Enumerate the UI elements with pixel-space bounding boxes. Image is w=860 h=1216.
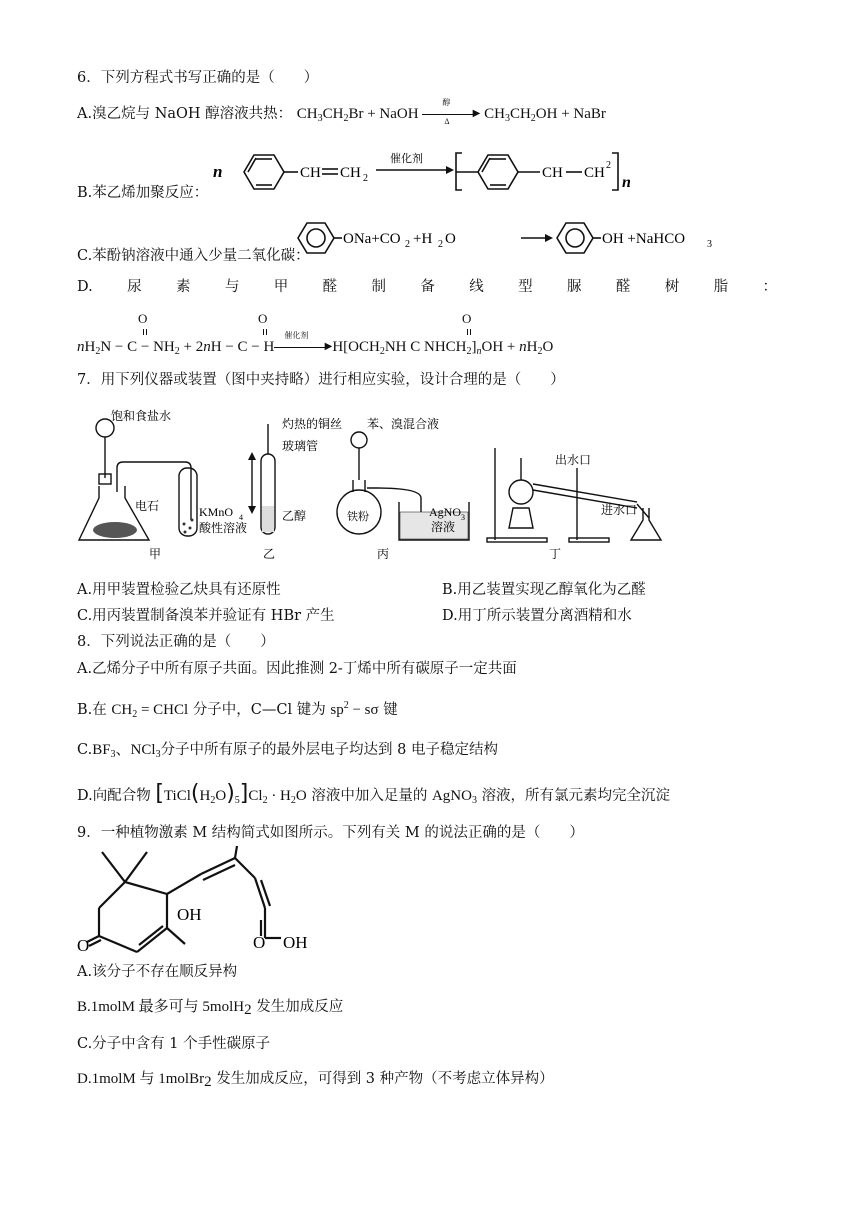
q7-label-yi: 乙 [263,547,276,561]
q6-stem: 6．下列方程式书写正确的是（ ） [77,70,319,86]
q8-option-b[interactable]: B.在 $CH_2$ = CHCl 分子中，C—Cl 键为 $sp^2 - s\sigma$ 键 [77,700,398,720]
q7-label-jia: 甲 [149,547,162,561]
q9-structure-m [77,848,337,958]
q6-b-cond: 催化剂 [390,152,423,165]
q7-label-water-out: 出水口 [555,453,592,467]
svg-text:CH: CH [542,165,563,181]
q8-stem: 8．下列说法正确的是（ ） [77,634,275,650]
svg-text:KMnO: KMnO [199,505,234,519]
q9-struct-ketone-o: O [77,936,90,955]
q6-option-d[interactable]: D. 尿 素 与 甲 醛 制 备 线 型 脲 醛 树 脂 ： [77,279,777,295]
svg-text:溶液: 溶液 [431,520,456,534]
q7-option-c[interactable]: C.用丙装置制备溴苯并验证有 HBr 产生 [77,608,335,624]
q6-b-ch2: CH [340,165,361,181]
q9-option-b[interactable]: B.1molM 最多可与 5molH$_2$ 发生加成反应 [77,999,344,1018]
q7-label-saline: 饱和食盐水 [111,409,172,423]
svg-text:3: 3 [707,239,712,250]
svg-text:2: 2 [363,173,368,184]
q9-struct-carboxyl-oh: OH [283,933,308,952]
q8-option-a[interactable]: A.乙烯分子中所有原子共面。因此推测 2-丁烯中所有碳原子一定共面 [77,661,517,677]
q7-label-ding: 丁 [549,547,562,561]
q6-option-a[interactable] [77,97,606,129]
q7-option-a[interactable]: A.用甲装置检验乙炔具有还原性 [77,582,281,598]
svg-text:AgNO: AgNO [429,505,461,519]
q7-label-carbide: 电石 [135,499,160,513]
q6-a-label: A.溴乙烷与 NaOH 醇溶液共热： [77,106,293,122]
svg-text:3: 3 [461,513,465,522]
q9-option-d[interactable]: D.1molM 与 1molBr$_2$ 发生加成反应，可得到 3 种产物（不考虑立体异构） [77,1071,554,1090]
q6-c-equation [295,212,735,262]
q9-struct-oh: OH [177,905,202,924]
svg-text:n: n [622,174,631,191]
q6-d-equation: $nH_2N - C - NH_2 + 2nH - C - H$ ▶ 催化剂 $H[OCH_2NH$ C $NHCH_2]_nOH + nH_2O$ [77,330,554,357]
q9-option-a[interactable]: A.该分子不存在顺反异构 [77,964,238,980]
q7-label-benz-br: 苯、溴混合液 [367,417,440,431]
svg-text:2: 2 [606,160,611,171]
q6-a-equation: $CH_3CH_2Br$ + NaOH ▶ 醇 Δ $CH_3CH_2OH$ + NaBr [296,97,606,126]
q7-label-bing: 丙 [377,547,390,561]
q6-b-coef: n [213,162,223,181]
q9-struct-carboxyl-o: O [253,933,266,952]
q7-label-water-in: 进水口 [601,503,638,517]
q6-d-arrow: ▶ 催化剂 [274,341,332,355]
svg-text:O: O [445,231,456,247]
q6-c-right: OH +NaHCO [602,231,686,247]
q7-label-ethanol: 乙醇 [282,509,307,523]
q7-option-b[interactable]: B.用乙装置实现乙醇氧化为乙醛 [442,582,646,598]
svg-text:CH: CH [584,165,605,181]
svg-text:2: 2 [438,239,443,250]
q8-option-d[interactable]: D.向配合物 $[TiCl(H_2O)_5]Cl_2 \cdot H_2O$ 溶液中加入足量的 AgNO$_3$ 溶液，所有氯元素均完全沉淀 [77,781,671,806]
q6-b-label: B.苯乙烯加聚反应： [77,185,209,201]
q6-c-label: C.苯酚钠溶液中通入少量二氧化碳： [77,248,310,264]
q6-b-equation [210,140,650,196]
q7-option-d[interactable]: D.用丁所示装置分离酒精和水 [442,608,632,624]
q7-label-glass-tube: 玻璃管 [282,439,319,453]
q7-label-iron: 铁粉 [347,510,369,523]
q7-label-hot-cu: 灼热的铜丝 [282,417,343,431]
svg-text:酸性溶液: 酸性溶液 [199,521,248,535]
q9-option-c[interactable]: C.分子中含有 1 个手性碳原子 [77,1036,271,1052]
q6-c-left: ONa+CO [343,231,401,247]
q9-stem: 9．一种植物激素 M 结构简式如图所示。下列有关 M 的说法正确的是（ ） [77,825,584,841]
q7-apparatus-figure [77,408,767,568]
svg-text:2: 2 [405,239,410,250]
q6-a-arrow: ▶ 醇 Δ [422,108,480,122]
q6-c-h2o: +H [413,231,433,247]
q7-stem: 7．用下列仪器或装置（图中夹持略）进行相应实验，设计合理的是（ ） [77,372,565,388]
svg-text:4: 4 [239,513,243,522]
q8-option-c[interactable]: $C.BF_3$、NCl$_3$分子中所有原子的最外层电子均达到 8 电子稳定结构 [77,742,499,760]
q6-b-ch: CH [300,165,321,181]
